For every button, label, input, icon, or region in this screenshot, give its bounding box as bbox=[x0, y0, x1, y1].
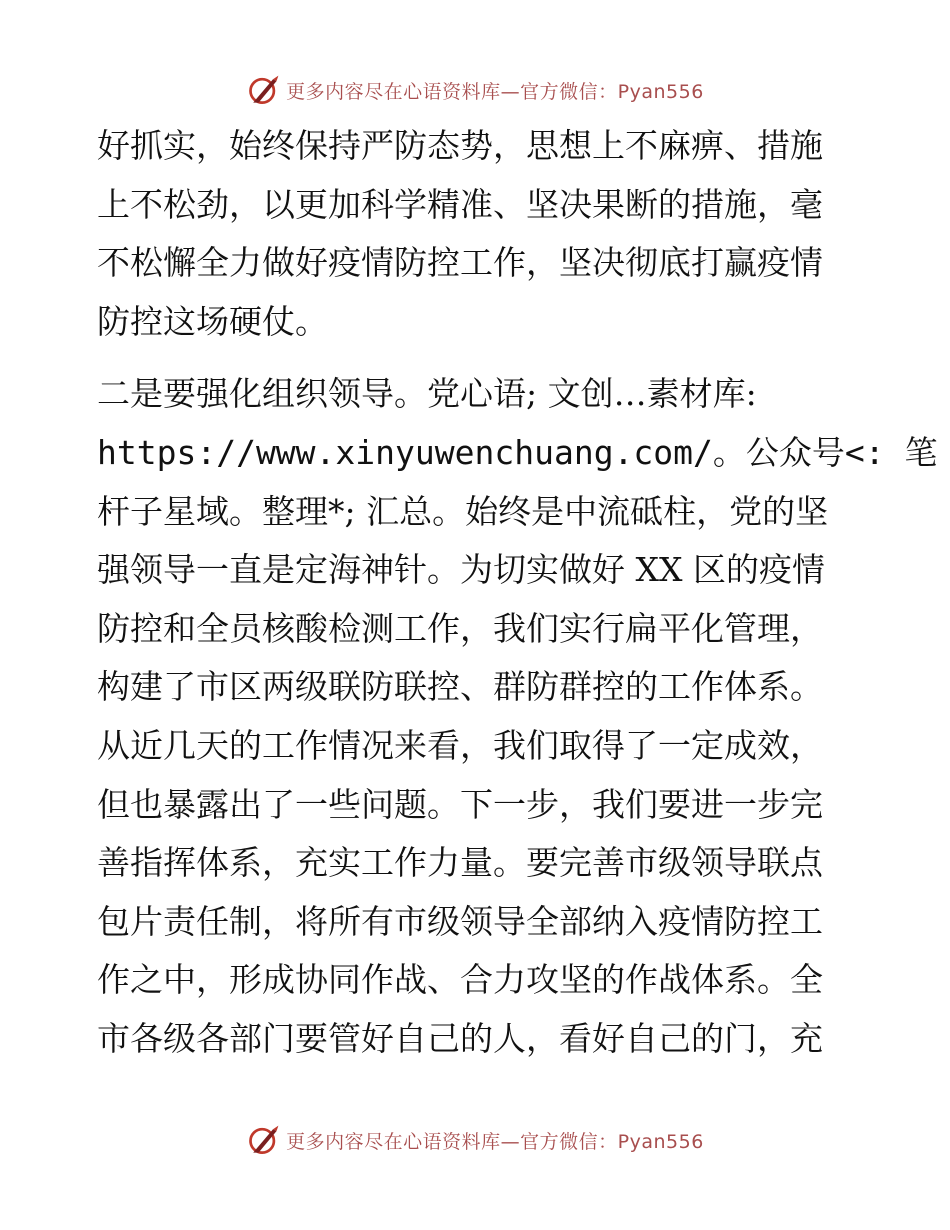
document-body bbox=[97, 117, 938, 1069]
text-line: 市各级各部门要管好自己的人，看好自己的门，充 bbox=[97, 1018, 823, 1058]
text-line: 构建了市区两级联防联控、群防群控的工作体系。 bbox=[97, 667, 823, 707]
url-line: https://www.xinyuwenchuang.com/。公众号<: 笔 bbox=[97, 432, 938, 472]
text-line: 作之中，形成协同作战、合力攻坚的作战体系。全 bbox=[97, 960, 823, 1000]
quill-circle-logo-icon bbox=[246, 72, 282, 108]
text-line: 不松懈全力做好疫情防控工作，坚决彻底打赢疫情 bbox=[97, 243, 823, 283]
header-banner bbox=[0, 70, 950, 110]
quill-circle-logo-icon bbox=[246, 1122, 282, 1158]
text-line: 善指挥体系，充实工作力量。要完善市级领导联点 bbox=[97, 843, 823, 883]
footer-text: 更多内容尽在心语资料库—官方微信：Pyan556 bbox=[286, 1130, 704, 1153]
text-line: 强领导一直是定海神针。为切实做好 XX 区的疫情 bbox=[97, 550, 825, 590]
text-line: 从近几天的工作情况来看，我们取得了一定成效， bbox=[97, 725, 823, 765]
text-line: 防控和全员核酸检测工作，我们实行扁平化管理， bbox=[97, 608, 823, 648]
footer-banner bbox=[0, 1120, 950, 1160]
header-text: 更多内容尽在心语资料库—官方微信：Pyan556 bbox=[286, 80, 704, 103]
text-line: 上不松劲，以更加科学精准、坚决果断的措施，毫 bbox=[97, 184, 823, 224]
text-line: 防控这场硬仗。 bbox=[97, 301, 328, 341]
text-line: 但也暴露出了一些问题。下一步，我们要进一步完 bbox=[97, 784, 823, 824]
text-line: 包片责任制，将所有市级领导全部纳入疫情防控工 bbox=[97, 901, 823, 941]
text-line: 好抓实，始终保持严防态势，思想上不麻痹、措施 bbox=[97, 126, 823, 165]
text-line: 杆子星域。整理*; 汇总。始终是中流砥柱，党的坚 bbox=[97, 491, 829, 531]
paragraph-start-line: 二是要强化组织领导。党心语; 文创…素材库: bbox=[97, 374, 757, 414]
